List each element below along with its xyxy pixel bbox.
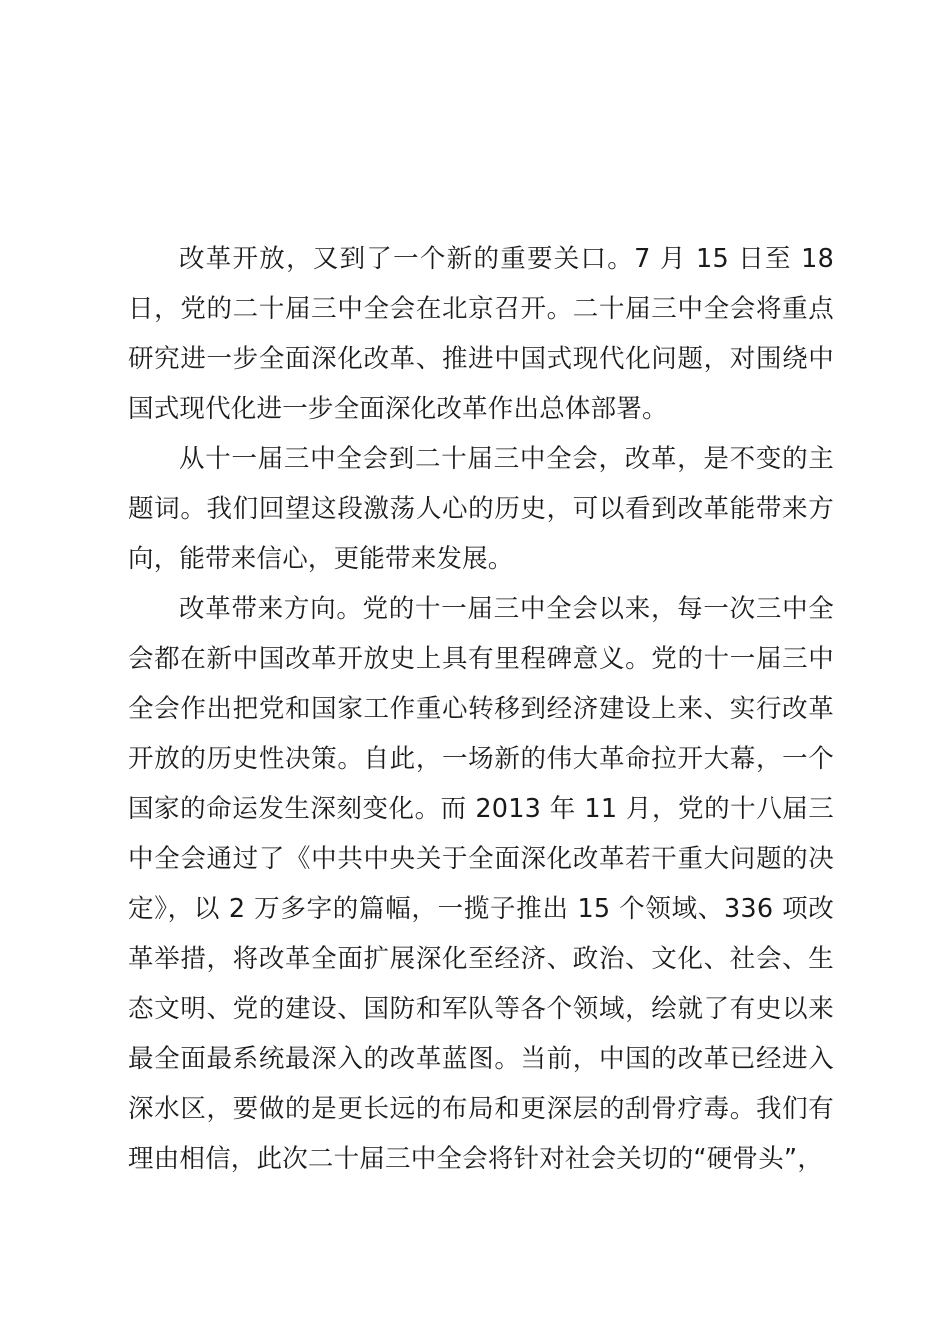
paragraph-2: 从十一届三中全会到二十届三中全会，改革，是不变的主题词。我们回望这段激荡人心的历史，可以看到改革能带来方向，能带来信心，更能带来发展。 [128, 444, 834, 574]
paragraph-3: 改革带来方向。党的十一届三中全会以来，每一次三中全会都在新中国改革开放史上具有里程碑意义。党的十一届三中全会作出把党和国家工作重心转移到经济建设上来、实行改革开放的历史性决策。自此，一场新的伟大革命拉开大幕，一个国家的命运发生深刻变化。而 2013 年 11 月，党的十八届三中全会通过了《中共中央关于全面深化改革若干重大问题的决定》，以 2 万多字的篇幅，一揽子推出 15 个领域、336 项改革举措，将改革全面扩展深化至经济、政治、文化、社会、生态文明、党的建设、国防和军队等各个领域，绘就了有史以来最全面最系统最深入的改革蓝图。当前，中国的改革已经进入深水区，要做的是更长远的布局和更深层的刮骨疗毒。我们有理由相信，此次二十届三中全会将针对社会关切的“硬骨头”， [128, 594, 834, 1174]
paragraph-1: 改革开放，又到了一个新的重要关口。7 月 15 日至 18 日，党的二十届三中全会在北京召开。二十届三中全会将重点研究进一步全面深化改革、推进中国式现代化问题，对围绕中国式现代化进一步全面深化改革作出总体部署。 [128, 244, 834, 424]
document-body [128, 234, 834, 1184]
